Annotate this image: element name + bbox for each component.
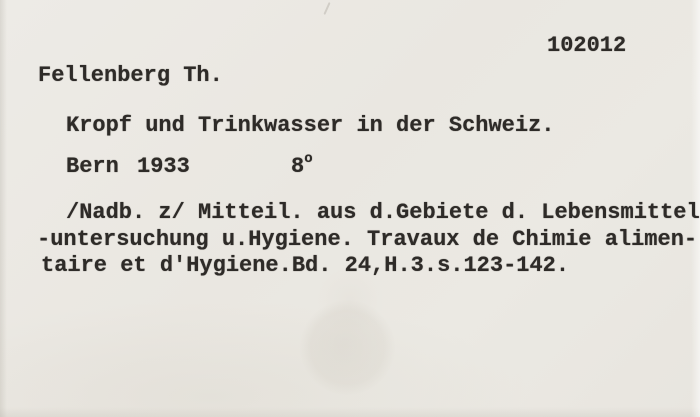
paper-scratch <box>323 2 330 15</box>
format-number: 8 <box>291 154 305 179</box>
imprint-format <box>291 151 313 179</box>
note-line: taire et d'Hygiene.Bd. 24,H.3.s.123-142. <box>41 253 570 278</box>
catalog-number: 102012 <box>547 33 627 58</box>
paper-stain <box>300 300 395 395</box>
author-heading: Fellenberg Th. <box>38 63 223 88</box>
note-line: /Nadb. z/ Mitteil. aus d.Gebiete d. Lebensmittel <box>66 200 700 225</box>
note-line: -untersuchung u.Hygiene. Travaux de Chimie alimen- <box>37 227 698 252</box>
imprint-year: 1933 <box>137 154 190 179</box>
imprint-place: Bern <box>66 154 119 179</box>
work-title: Kropf und Trinkwasser in der Schweiz. <box>66 113 555 138</box>
format-superscript: o <box>304 151 313 167</box>
